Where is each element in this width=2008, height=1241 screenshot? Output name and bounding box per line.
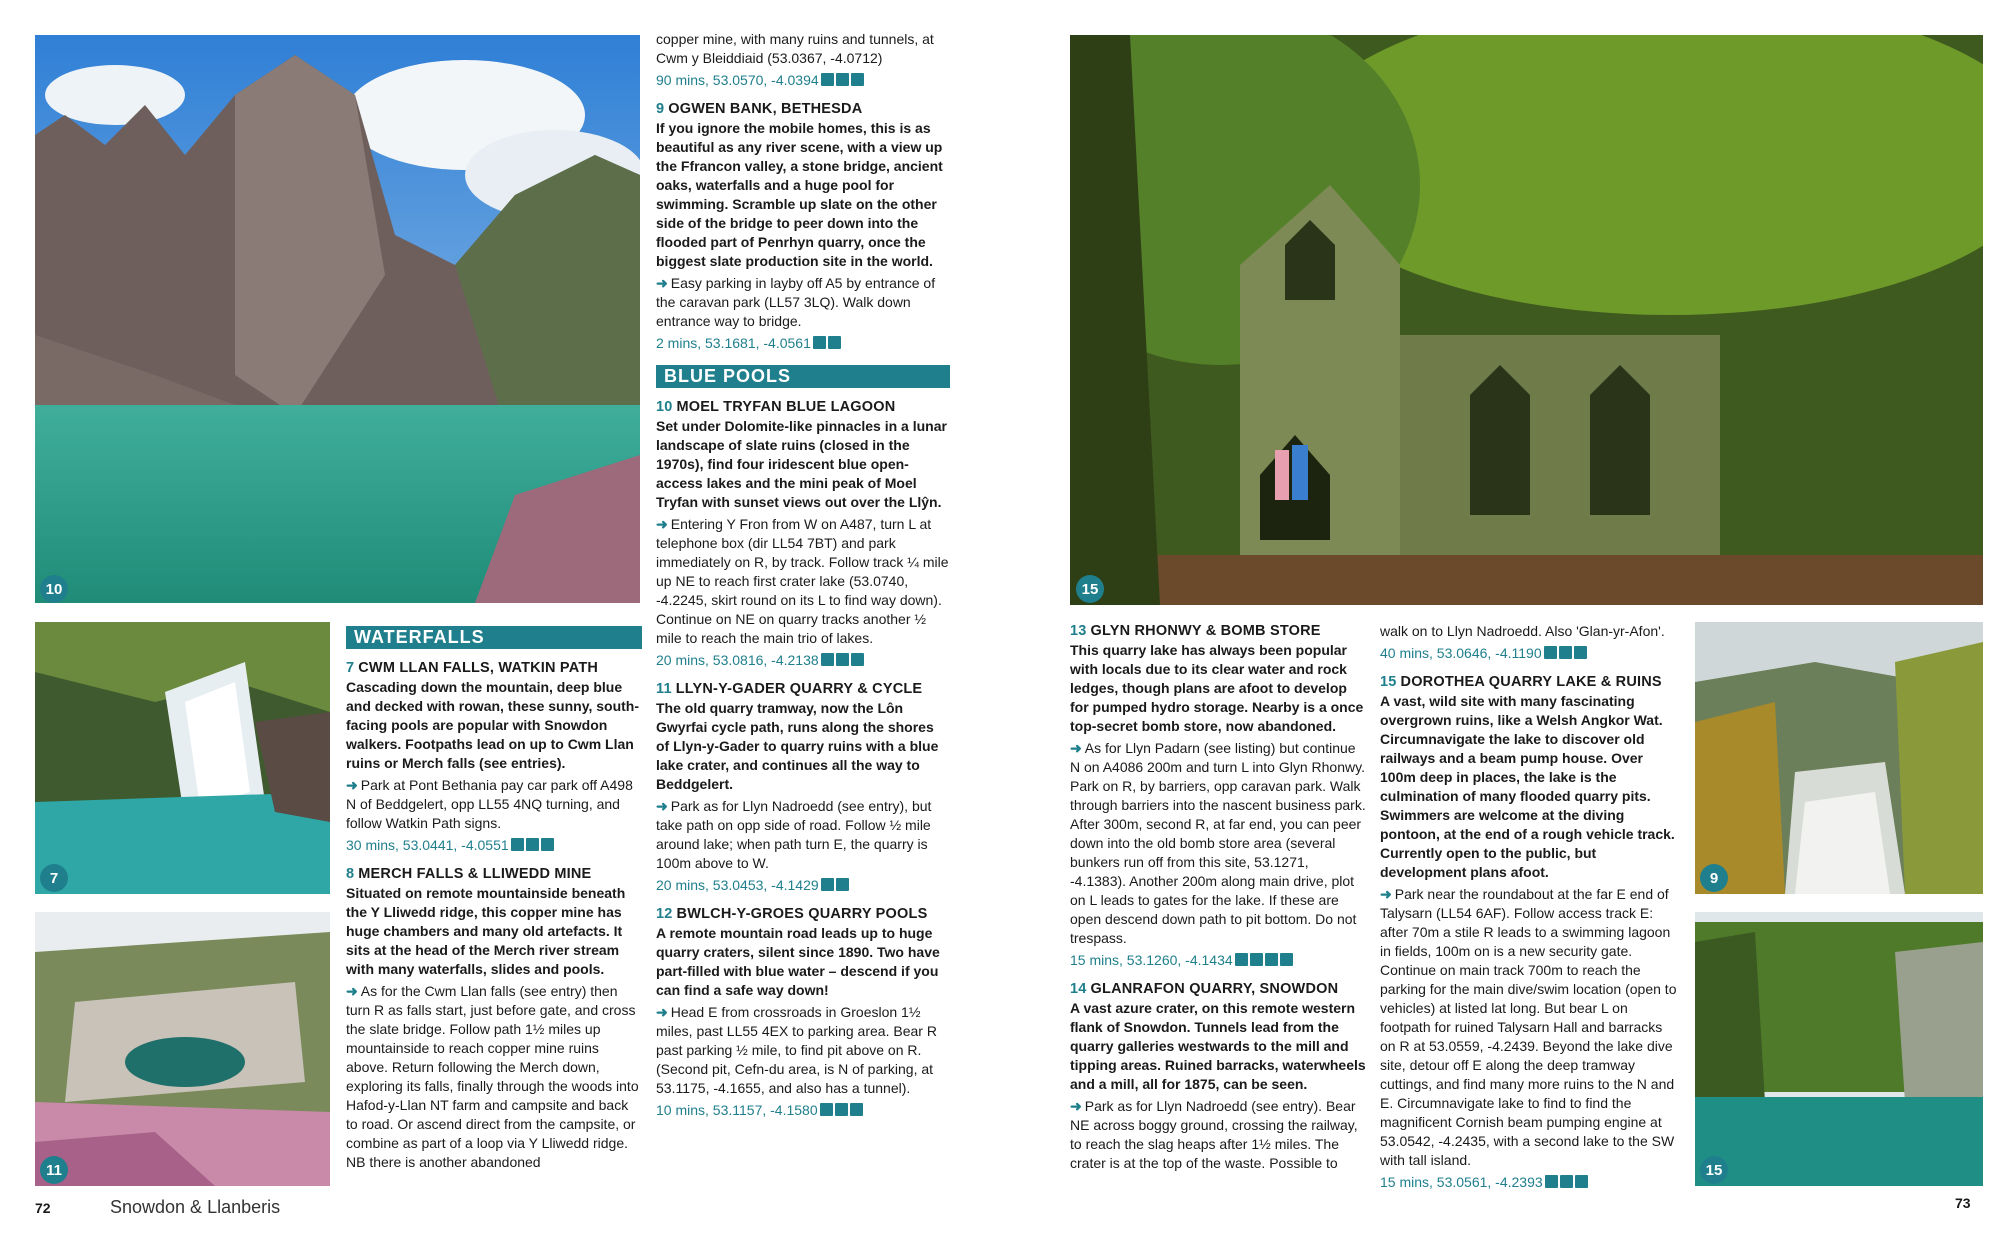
entry-title: 7 CWM LLAN FALLS, WATKIN PATH bbox=[346, 660, 599, 676]
entry-title: 10 MOEL TRYFAN BLUE LAGOON bbox=[656, 399, 896, 415]
ruins-icon bbox=[851, 73, 864, 86]
running-head: Snowdon & Llanberis bbox=[110, 1197, 281, 1217]
walk-icon bbox=[526, 838, 539, 851]
page-number-left: 72 bbox=[35, 1200, 51, 1216]
entry-location: 15 mins, 53.1260, -4.1434 bbox=[1070, 951, 1366, 970]
entry-title: 15 DOROTHEA QUARRY LAKE & RUINS bbox=[1380, 674, 1662, 690]
photo-badge: 10 bbox=[40, 575, 68, 603]
entry-location: 20 mins, 53.0816, -4.2138 bbox=[656, 651, 950, 670]
entry-directions: ➜ As for Llyn Padarn (see listing) but continue N on A4086 200m and turn L into Glyn Rhonwy. Park on R, by barriers, opp caravan park. Walk through barriers into the nascent business park. After 300m, second R, at far end, you can peer down into the old bomb store area (several bunkers run off from this site, 53.1271, -4.1383). Another 200m along main drive, plot on L leads to gates for the lake. If these are open descend down path to pit bottom. Do not trespass. bbox=[1070, 740, 1366, 946]
photo-badge: 9 bbox=[1700, 864, 1728, 892]
view-icon bbox=[851, 653, 864, 666]
dive-icon bbox=[1250, 953, 1263, 966]
entry-title: 9 OGWEN BANK, BETHESDA bbox=[656, 101, 863, 117]
entry-description: The old quarry tramway, now the Lôn Gwyrfai cycle path, runs along the shores of Llyn-y-Gader to quarry ruins with a blue lake crater, and continues all the way to Beddgelert. bbox=[656, 700, 939, 792]
walk-icon bbox=[1280, 953, 1293, 966]
entry-description: If you ignore the mobile homes, this is as beautiful as any river scene, with a view up the Ffrancon valley, a stone bridge, ancient oaks, waterfalls and a huge pool for swimming. Scramble up slate on the other side of the bridge to peer down into the flooded part of Penrhyn quarry, once the biggest slate production site in the world. bbox=[656, 120, 943, 269]
entry-location: 10 mins, 53.1157, -4.1580 bbox=[656, 1101, 950, 1120]
photo-badge: 7 bbox=[40, 864, 68, 892]
view-icon bbox=[850, 1103, 863, 1116]
walk-icon bbox=[836, 73, 849, 86]
entry-description: A remote mountain road leads up to huge quarry craters, silent since 1890. Two have part-filled with blue water – descend if you can find a safe way down! bbox=[656, 925, 940, 998]
entry-directions: ➜ Park as for Llyn Nadroedd (see entry). Bear NE across boggy ground, crossing the railway, to reach the slag heaps after 1½ miles. The crater is at the top of the waste. Possible to bbox=[1070, 1098, 1358, 1171]
entry-directions: ➜ Easy parking in layby off A5 by entrance of the caravan park (LL57 3LQ). Walk down entrance way to bridge. bbox=[656, 275, 936, 329]
photo-dorothea-ruins bbox=[1070, 35, 1983, 605]
dive-icon bbox=[1575, 1175, 1588, 1188]
entry-directions: ➜ As for the Cwm Llan falls (see entry) then turn R as falls start, just before gate, and cross the slate bridge. Follow path 1½ miles up mountainside to reach copper mine ruins above. Return following the Merch down, exploring its falls, finally through the woods into Hafod-y-Llan NT farm and campsite and back to road. Or ascend direct from the campsite, or combine as part of a loop via Y Lliwedd ridge. NB there is another abandoned bbox=[346, 983, 639, 1170]
parking-icon bbox=[836, 878, 849, 891]
section-header-blue-pools: BLUE POOLS bbox=[656, 365, 950, 388]
entry-location: 15 mins, 53.0561, -4.2393 bbox=[1380, 1173, 1680, 1192]
entry-location: 90 mins, 53.0570, -4.0394 bbox=[656, 71, 950, 90]
photo-badge: 15 bbox=[1700, 1156, 1728, 1184]
parking-icon bbox=[821, 73, 834, 86]
photo-badge: 11 bbox=[40, 1156, 68, 1184]
swim-icon bbox=[541, 838, 554, 851]
column-right-a bbox=[1070, 622, 1366, 1173]
column-left-b bbox=[656, 30, 950, 1120]
entry-directions: ➜ Entering Y Fron from W on A487, turn L at telephone box (dir LL54 7BT) and park immediately on R, by track. Follow track ¼ mile up NE to reach first crater lake (53.0740, -4.2245, skirt round on its L to find way down). Continue on NE on quarry tracks another ½ mile to reach the main trio of lakes. bbox=[656, 516, 949, 646]
photo-dorothea-lake bbox=[1695, 912, 1983, 1186]
page-number-right: 73 bbox=[1955, 1195, 1971, 1211]
section-header-waterfalls: WATERFALLS bbox=[346, 626, 642, 649]
entry-continued: walk on to Llyn Nadroedd. Also 'Glan-yr-Afon'. bbox=[1380, 623, 1665, 639]
entry-directions: ➜ Park as for Llyn Nadroedd (see entry), but take path on opp side of road. Follow ½ mile around lake; when path turn E, the quarry is 100m above to W. bbox=[656, 798, 932, 871]
entry-description: This quarry lake has always been popular with locals due to its clear water and rock ledges, though plans are afoot to develop for pumped hydro storage. Nearby is a once top-secret bomb store, now abandoned. bbox=[1070, 642, 1364, 734]
ruins-icon bbox=[1560, 1175, 1573, 1188]
entry-title: 8 MERCH FALLS & LLIWEDD MINE bbox=[346, 866, 592, 882]
parking-icon bbox=[1544, 646, 1557, 659]
entry-description: Cascading down the mountain, deep blue and decked with rowan, these sunny, south-facing pools are popular with Snowdon walkers. Footpaths lead on up to Cwm Llan ruins or Merch falls (see entries). bbox=[346, 679, 640, 771]
warning-icon bbox=[1235, 953, 1248, 966]
cycle-icon bbox=[821, 878, 834, 891]
entry-location: 20 mins, 53.0453, -4.1429 bbox=[656, 876, 950, 895]
parking-icon bbox=[1265, 953, 1278, 966]
entry-title: 11 LLYN-Y-GADER QUARRY & CYCLE bbox=[656, 681, 923, 697]
photo-badge: 15 bbox=[1076, 575, 1104, 603]
entry-location: 30 mins, 53.0441, -4.0551 bbox=[346, 836, 642, 855]
entry-description: A vast azure crater, on this remote western flank of Snowdon. Tunnels lead from the quarry galleries westwards to the mill and tipping areas. Ruined barracks, waterwheels and a mill, all for 1875, can be seen. bbox=[1070, 1000, 1366, 1092]
parking-icon bbox=[813, 336, 826, 349]
entry-continued: copper mine, with many ruins and tunnels, at Cwm y Bleiddiaid (53.0367, -4.0712) bbox=[656, 31, 934, 66]
entry-description: A vast, wild site with many fascinating overgrown ruins, like a Welsh Angkor Wat. Circumnavigate the lake to discover old railways and a beam pump house. Over 100m deep in places, the lake is the culmination of many flooded quarry pits. Swimmers are welcome at the diving pontoon, at the end of a rough vehicle track. Currently open to the public, but development plans afoot. bbox=[1380, 693, 1675, 880]
photo-ogwen-bank bbox=[1695, 622, 1983, 894]
parking-icon bbox=[821, 653, 834, 666]
photo-moel-tryfan-lagoon bbox=[35, 35, 640, 603]
entry-location: 2 mins, 53.1681, -4.0561 bbox=[656, 334, 950, 353]
entry-title: 12 BWLCH-Y-GROES QUARRY POOLS bbox=[656, 906, 928, 922]
entry-directions: ➜ Park at Pont Bethania pay car park off A498 N of Beddgelert, opp LL55 4NQ turning, and follow Watkin Path signs. bbox=[346, 777, 633, 831]
ruins-icon bbox=[1559, 646, 1572, 659]
parking-icon bbox=[511, 838, 524, 851]
parking-icon bbox=[820, 1103, 833, 1116]
entry-title: 14 GLANRAFON QUARRY, SNOWDON bbox=[1070, 981, 1339, 997]
entry-description: Set under Dolomite-like pinnacles in a lunar landscape of slate ruins (closed in the 1970s), find four iridescent blue open-access lakes and the mini peak of Moel Tryfan with sunset views out over the Llŷn. bbox=[656, 418, 947, 510]
column-left-a bbox=[346, 622, 642, 1172]
entry-directions: ➜ Head E from crossroads in Groeslon 1½ miles, past LL55 4EX to parking area. Bear R past parking ½ mile, to find pit above on R. (Second pit, Cefn-du area, is N of parking, at 53.1175, -4.1655, and also has a tunnel). bbox=[656, 1004, 937, 1096]
entry-description: Situated on remote mountainside beneath the Y Lliwedd ridge, this copper mine has huge chambers and many old artefacts. It sits at the head of the Merch river stream with many waterfalls, slides and pools. bbox=[346, 885, 626, 977]
dive-icon bbox=[835, 1103, 848, 1116]
column-right-b bbox=[1380, 622, 1680, 1192]
entry-title: 13 GLYN RHONWY & BOMB STORE bbox=[1070, 623, 1321, 639]
photo-bwlch-y-groes-quarry bbox=[35, 912, 330, 1186]
entry-directions: ➜ Park near the roundabout at the far E end of Talysarn (LL54 6AF). Follow access track E: after 70m a stile R leads to a swimming lagoon in fields, 100m on is a new security gate. Continue on main track 700m to reach the parking for the main dive/swim location (open to vehicles) at listed lat long. But bear L on footpath for ruined Talysarn Hall and barracks on R at 53.0559, -4.2439. Beyond the lake dive site, detour off E along the deep tramway cuttings, and find many more ruins to the N and E. Circumnavigate lake to find to find the magnificent Cornish beam pumping engine at 53.0542, -4.2435, with a second lake to the SW with tall island. bbox=[1380, 886, 1677, 1168]
parking-icon bbox=[1545, 1175, 1558, 1188]
entry-location: 40 mins, 53.0646, -4.1190 bbox=[1380, 644, 1680, 663]
family-icon bbox=[828, 336, 841, 349]
photo-cwm-llan-falls bbox=[35, 622, 330, 894]
walk-icon bbox=[836, 653, 849, 666]
dive-icon bbox=[1574, 646, 1587, 659]
